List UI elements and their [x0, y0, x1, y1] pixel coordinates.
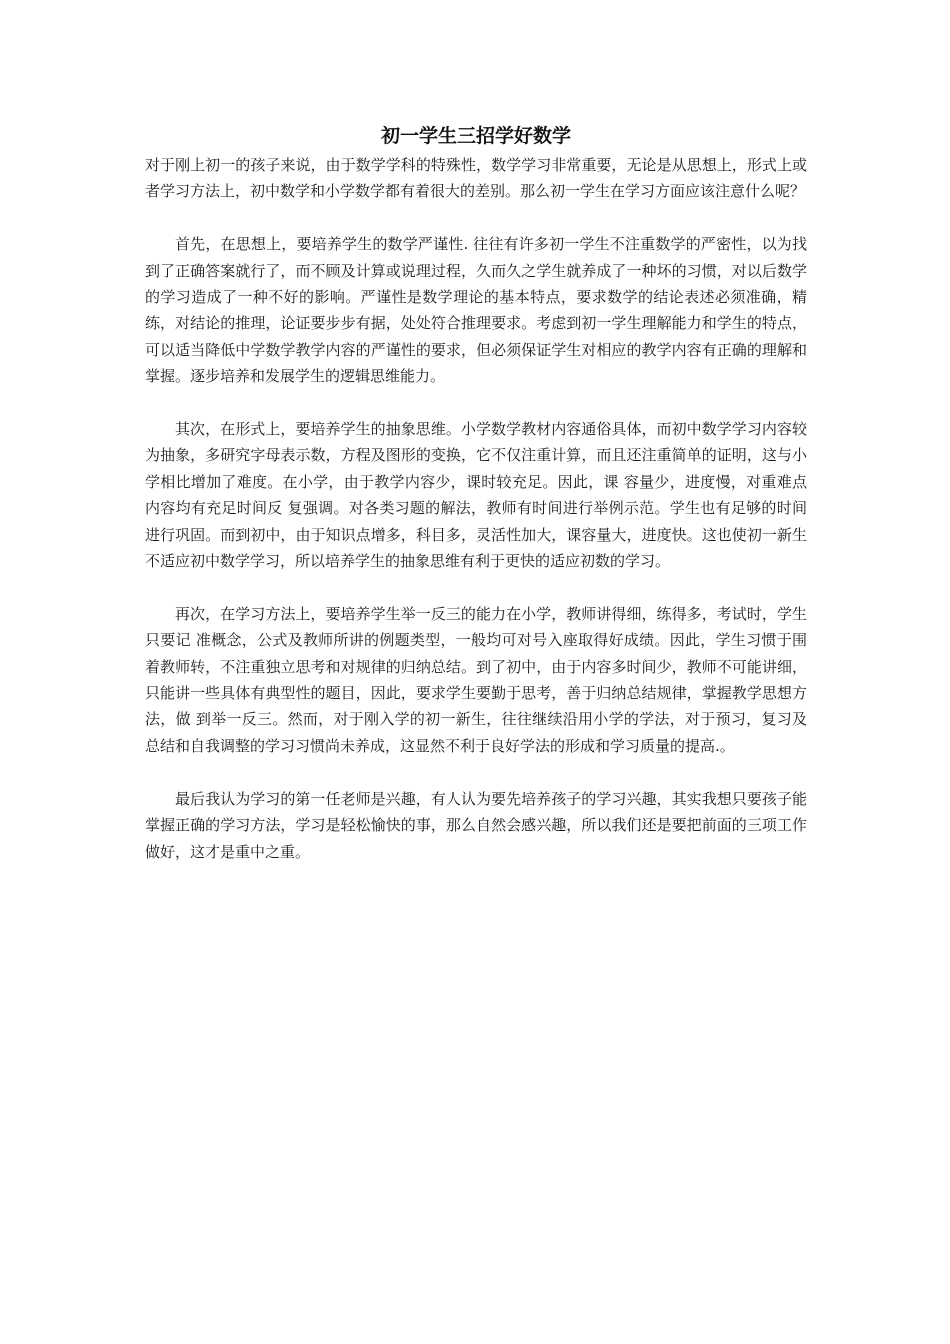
document-body — [145, 120, 807, 865]
paragraph-first-point: 首先，在思想上，要培养学生的数学严谨性. 往往有许多初一学生不注重数学的严密性，以为找到了正确答案就行了，而不顾及计算或说理过程，久而久之学生就养成了一种坏的习惯，对以后数学的学习造成了一种不好的影响。严谨性是数学理论的基本特点，要求数学的结论表述必须准确，精练，对结论的推理，论证要步步有据，处处符合推理要求。考虑到初一学生理解能力和学生的特点，可以适当降低中学数学教学内容的严谨性的要求，但必须保证学生对相应的教学内容有正确的理解和掌握。逐步培养和发展学生的逻辑思维能力。 — [145, 235, 807, 386]
paragraph-spacer — [145, 574, 807, 600]
paragraph-third-point: 再次，在学习方法上，要培养学生举一反三的能力在小学，教师讲得细，练得多，考试时，学生只要记 准概念，公式及教师所讲的例题类型，一般均可对号入座取得好成绩。因此，学生习惯于围着教师转，不注重独立思考和对规律的归纳总结。到了初中，由于内容多时间少，教师不可能讲细，只能讲一些具体有典型性的题目，因此，要求学生要勤于思考，善于归纳总结规律，掌握教学思想方法，做 到举一反三。然而，对于刚入学的初一新生，往往继续沿用小学的学法，对于预习，复习及总结和自我调整的学习习惯尚未养成，这显然不利于良好学法的形成和学习质量的提高.。 — [145, 604, 807, 755]
paragraph-conclusion: 最后我认为学习的第一任老师是兴趣，有人认为要先培养孩子的学习兴趣，其实我想只要孩子能掌握正确的学习方法，学习是轻松愉快的事，那么自然会感兴趣，所以我们还是要把前面的三项工作做好，这才是重中之重。 — [145, 789, 807, 861]
paragraph-second-point: 其次，在形式上，要培养学生的抽象思维。小学数学教材内容通俗具体，而初中数学学习内容较为抽象，多研究字母表示数，方程及图形的变换，它不仅注重计算，而且还注重简单的证明，这与小学相比增加了难度。在小学，由于教学内容少，课时较充足。因此，课 容量少，进度慢，对重难点内容均有充足时间反 复强调。对各类习题的解法，教师有时间进行举例示范。学生也有足够的时间进行巩固。而到初中，由于知识点增多，科目多，灵活性加大，课容量大，进度快。这也使初一新生不适应初中数学学习，所以培养学生的抽象思维有利于更快的适应初数的学习。 — [145, 420, 807, 571]
document-title: 初一学生三招学好数学 — [380, 125, 571, 147]
paragraph-intro: 对于刚上初一的孩子来说，由于数学学科的特殊性，数学学习非常重要，无论是从思想上，形式上或者学习方法上，初中数学和小学数学都有着很大的差别。那么初一学生在学习方面应该注意什么呢？ — [145, 156, 807, 201]
paragraph-spacer — [145, 205, 807, 231]
paragraph-spacer — [145, 759, 807, 785]
paragraph-spacer — [145, 390, 807, 416]
